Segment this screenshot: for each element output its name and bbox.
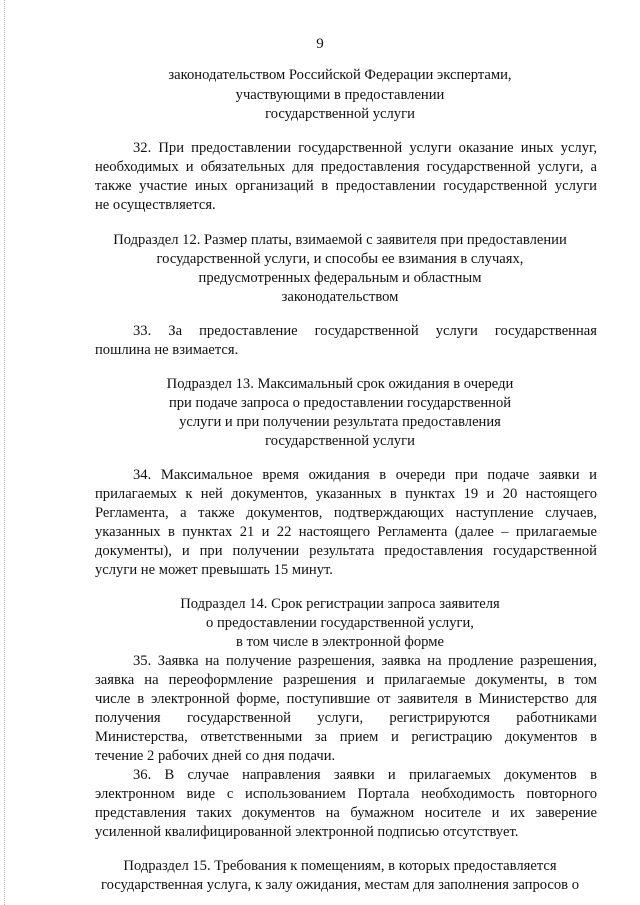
paragraph-36-line-2: электронном виде с использованием Портала необходимость повторного: [95, 786, 597, 802]
heading-continuation-line-3: государственной услуги: [265, 106, 415, 122]
subsection-13-heading-line-2: при подаче запроса о предоставлении государственной: [168, 395, 512, 411]
page-number: 9: [316, 36, 324, 52]
subsection-14-heading-line-1: Подраздел 14. Срок регистрации запроса заявителя: [180, 596, 500, 612]
subsection-15-heading-line-1: Подраздел 15. Требования к помещениям, в которых предоставляется: [123, 858, 557, 874]
paragraph-35-line-3: числе в электронной форме, поступившие от заявителя в Министерство для: [95, 691, 597, 707]
paragraph-33-line-1: 33. За предоставление государственной услуги государственная: [133, 323, 597, 339]
paragraph-34-line-4: указанных в пунктах 21 и 22 настоящего Регламента (далее – прилагаемые: [95, 524, 597, 540]
subsection-13-heading-line-3: услуги и при получении результата предоставления: [179, 414, 501, 430]
subsection-12-heading-line-3: предусмотренных федеральным и областным: [198, 270, 482, 286]
paragraph-36-line-1: 36. В случае направления заявки и прилагаемых документов в: [133, 767, 597, 783]
paragraph-34-line-1: 34. Максимальное время ожидания в очереди при подаче заявки и: [133, 467, 597, 483]
paragraph-34-line-6: услуги не может превышать 15 минут.: [95, 562, 333, 578]
paragraph-36-line-4: усиленной квалифицированной электронной подписью отсутствует.: [95, 824, 519, 840]
paragraph-35-line-6: течение 2 рабочих дней со дня подачи.: [95, 748, 336, 764]
paragraph-35-line-1: 35. Заявка на получение разрешения, заявка на продление разрешения,: [133, 653, 597, 669]
paragraph-33-line-2: пошлина не взимается.: [95, 342, 239, 358]
paragraph-36-line-3: представления таких документов на бумажном носителе и их заверение: [95, 805, 597, 821]
heading-continuation-line-1: законодательством Российской Федерации экспертами,: [168, 67, 512, 83]
subsection-13-heading-line-4: государственной услуги: [265, 433, 415, 449]
subsection-12-heading-line-1: Подраздел 12. Размер платы, взимаемой с заявителя при предоставлении: [113, 232, 567, 248]
subsection-14-heading-line-3: в том числе в электронной форме: [236, 634, 444, 650]
subsection-15-heading-line-2: государственная услуга, к залу ожидания, местам для заполнения запросов о: [100, 877, 580, 893]
paragraph-32-line-2: необходимых и обязательных для предоставления государственной услуги, а: [95, 159, 597, 175]
subsection-13-heading-line-1: Подраздел 13. Максимальный срок ожидания в очереди: [166, 376, 514, 392]
paragraph-35-line-2: заявка на переоформление разрешения и прилагаемые документы, в том: [95, 672, 597, 688]
paragraph-35-line-5: Министерства, ответственными за прием и регистрацию документов в: [95, 729, 597, 745]
paragraph-34-line-2: прилагаемых к ней документов, указанных в пунктах 19 и 20 настоящего: [95, 486, 597, 502]
subsection-12-heading-line-4: законодательством: [281, 289, 399, 305]
subsection-12-heading-line-2: государственной услуги, и способы ее взимания в случаях,: [156, 251, 524, 267]
heading-continuation-line-2: участвующими в предоставлении: [235, 87, 445, 103]
paragraph-32-line-1: 32. При предоставлении государственной услуги оказание иных услуг,: [133, 140, 597, 156]
paragraph-35-line-4: получения государственной услуги, регистрируются работниками: [95, 710, 597, 726]
scan-edge: [4, 0, 5, 905]
paragraph-34-line-5: документы), и при получении результата предоставления государственной: [95, 543, 597, 559]
paragraph-32-line-3: также участие иных организаций в предоставлении государственной услуги: [95, 178, 597, 194]
paragraph-32-line-4: не осуществляется.: [95, 197, 216, 213]
subsection-14-heading-line-2: о предоставлении государственной услуги,: [206, 615, 474, 631]
paragraph-34-line-3: Регламента, а также документов, подтверждающих наступление случаев,: [95, 505, 597, 521]
